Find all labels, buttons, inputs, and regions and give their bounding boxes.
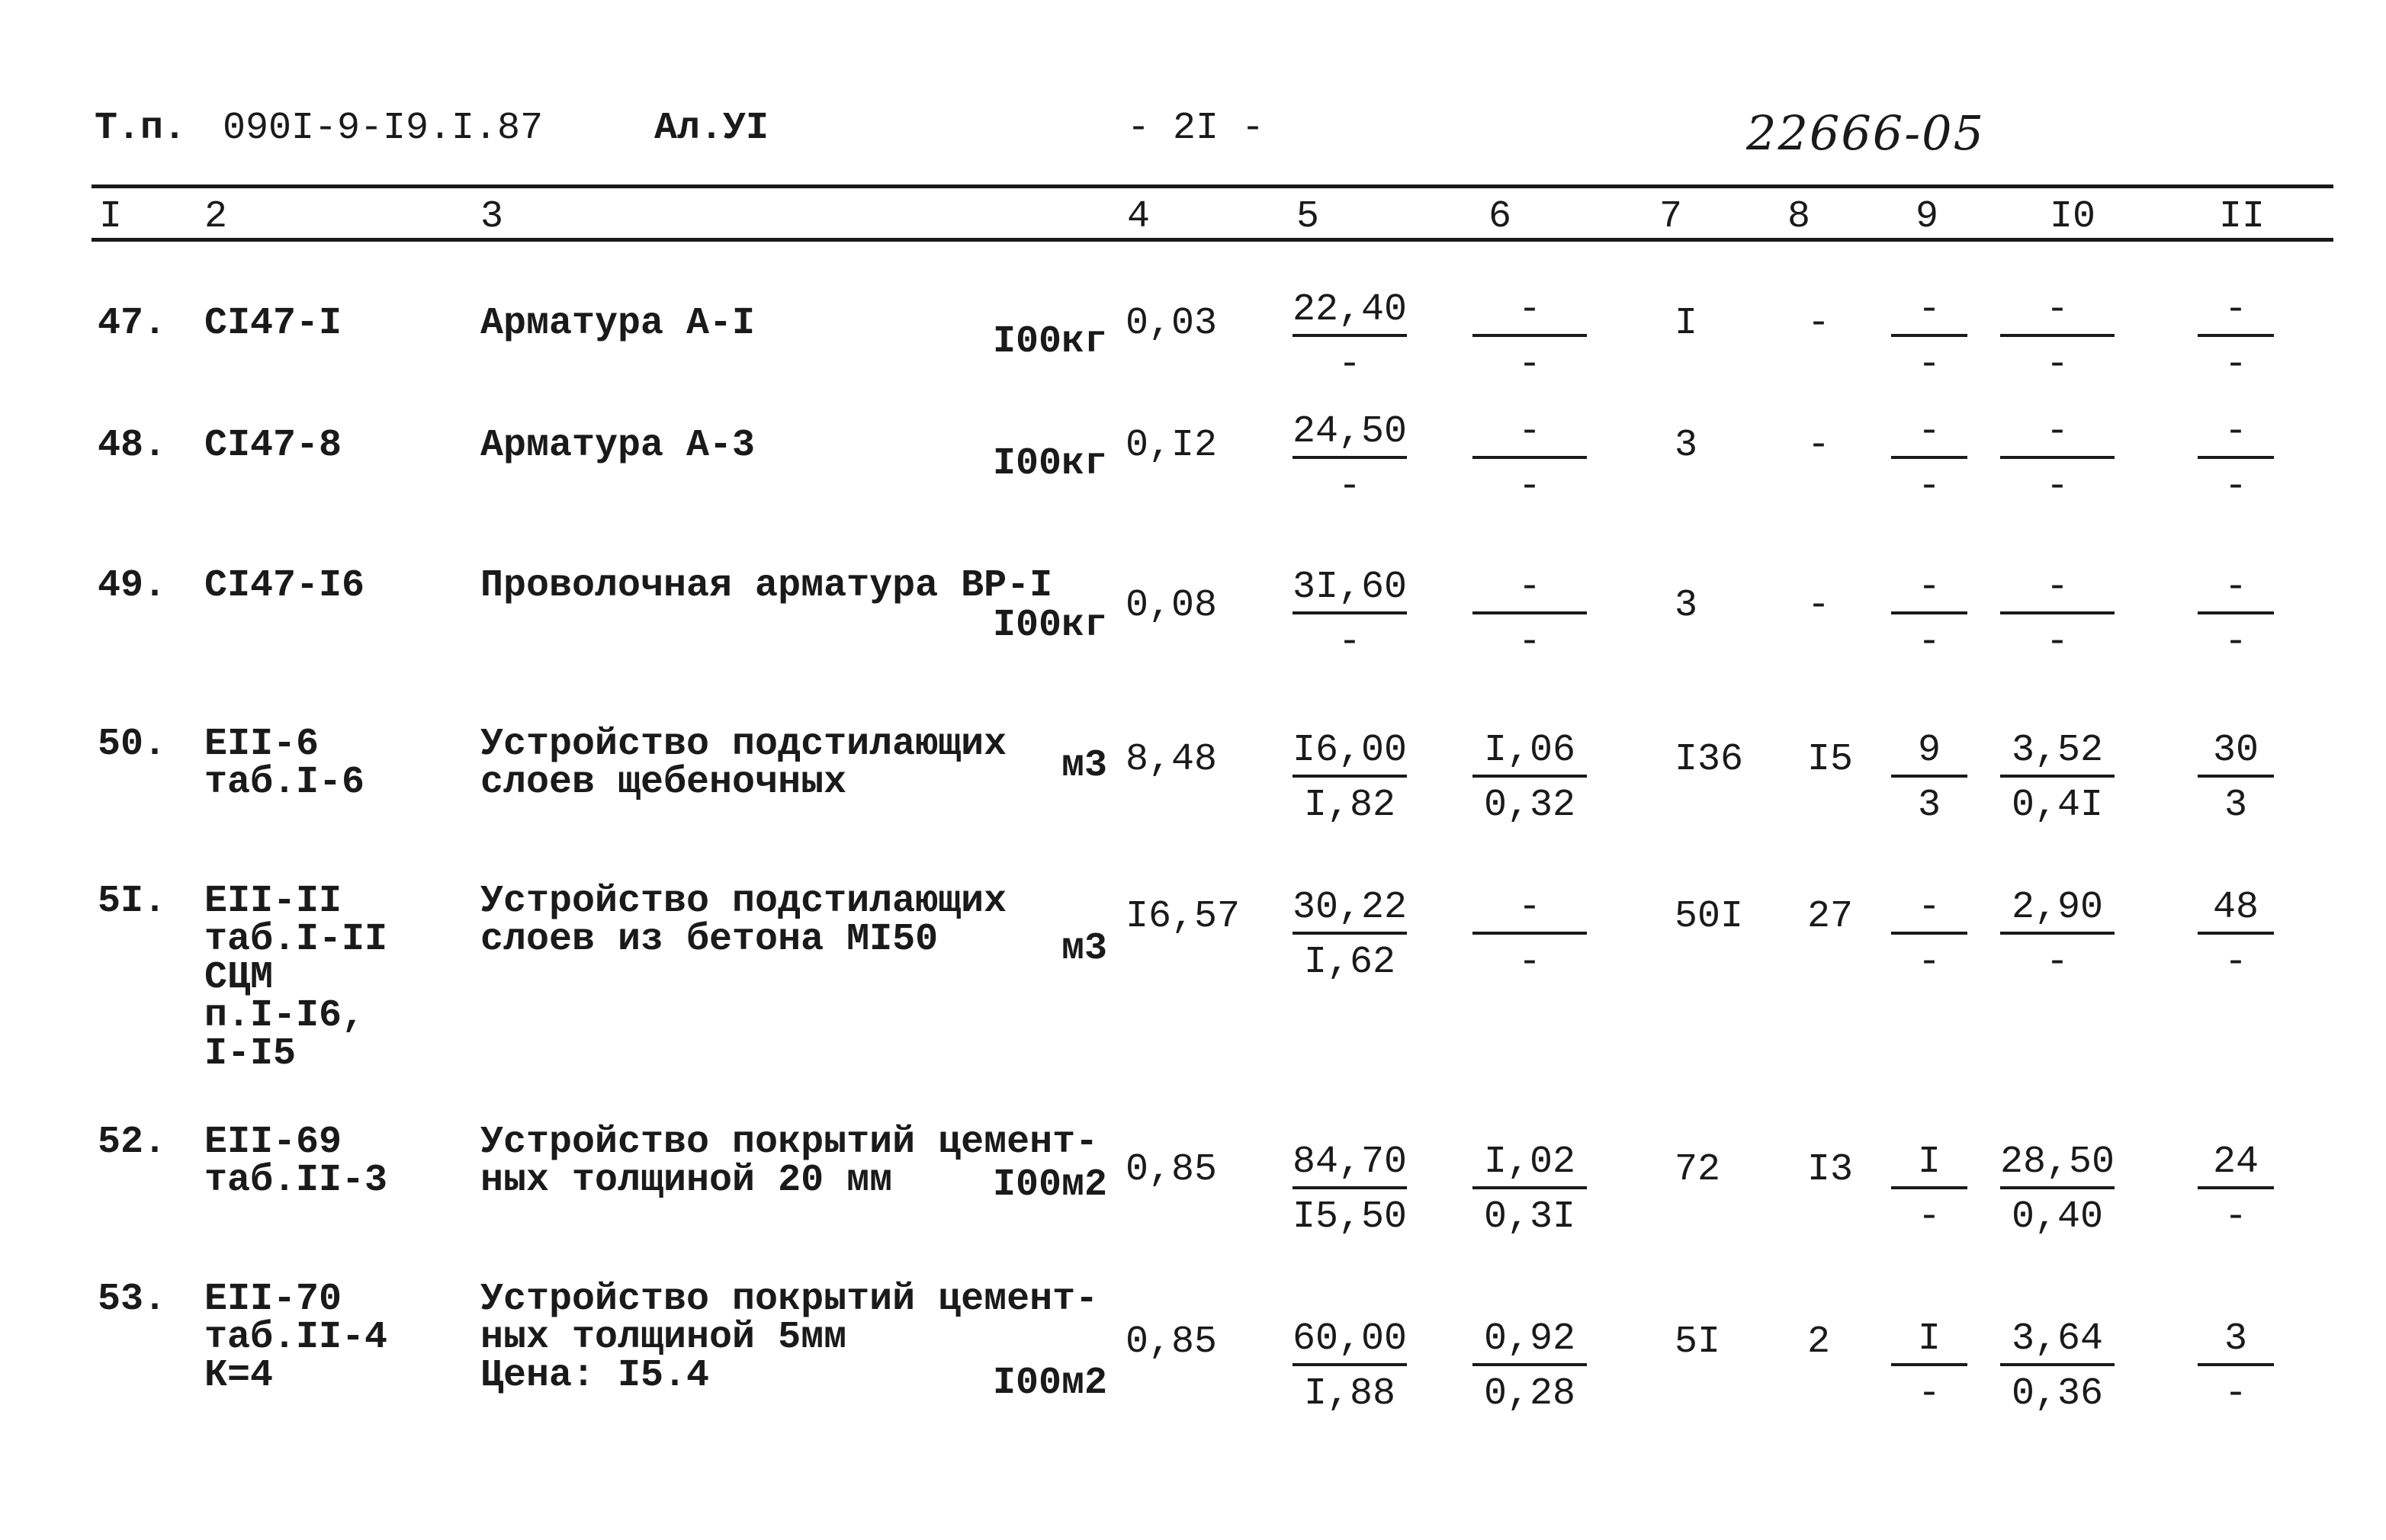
- fraction-col9: [1891, 566, 1967, 664]
- fraction-denominator: -: [1917, 343, 1941, 387]
- norm-reference: [204, 1121, 388, 1202]
- fraction-bar: [2000, 1363, 2115, 1366]
- fraction-numerator: 2,90: [2011, 886, 2104, 929]
- fraction-denominator: 0,32: [1483, 784, 1576, 827]
- fraction-denominator: 0,28: [1483, 1372, 1576, 1416]
- fraction-denominator: 0,36: [2011, 1372, 2104, 1416]
- fraction-denominator: I,82: [1303, 784, 1396, 827]
- work-description-line: Арматура А-3: [480, 424, 756, 467]
- column-number: 4: [1127, 195, 1151, 239]
- header-rule-top: [92, 184, 2333, 188]
- fraction-bar: [2198, 932, 2274, 935]
- fraction-numerator: 24: [2212, 1141, 2259, 1184]
- fraction-denominator: -: [1917, 621, 1941, 664]
- fraction-bar: [1293, 611, 1407, 614]
- work-description-line: Цена: I5.4: [480, 1354, 710, 1397]
- fraction-col10: [2000, 566, 2115, 664]
- row-number: 48.: [98, 424, 167, 467]
- fraction-denominator: -: [2045, 621, 2069, 664]
- fraction-numerator: 30: [2212, 729, 2259, 772]
- row-number: 49.: [98, 564, 167, 608]
- fraction-col10: [2000, 410, 2115, 509]
- fraction-bar: [1891, 1186, 1967, 1189]
- fraction-bar: [1891, 932, 1967, 935]
- fraction-cost-col5: [1293, 1141, 1408, 1239]
- norm-reference-line: CI47-I: [204, 302, 342, 345]
- page-number: - 2I -: [1127, 107, 1265, 150]
- header-rule-bottom: [92, 238, 2333, 242]
- row-number: 52.: [98, 1121, 167, 1164]
- fraction-bar: [2000, 775, 2115, 778]
- fraction-numerator: 3,64: [2011, 1317, 2104, 1361]
- fraction-denominator: I,88: [1303, 1372, 1396, 1416]
- tp-code: 090I-9-I9.I.87: [223, 107, 544, 150]
- work-description: [480, 302, 756, 345]
- fraction-bar: [1472, 611, 1587, 614]
- quantity: 0,03: [1126, 302, 1218, 345]
- value-col8: -: [1807, 424, 1831, 467]
- fraction-col9: [1891, 729, 1967, 827]
- document-number: 22666-05: [1746, 105, 1986, 161]
- quantity: 0,85: [1126, 1320, 1218, 1364]
- fraction-col6: [1472, 566, 1587, 664]
- norm-reference-line: таб.I-II: [204, 918, 388, 961]
- fraction-denominator: -: [1338, 621, 1361, 664]
- column-number: I: [99, 195, 123, 239]
- fraction-bar: [1293, 334, 1407, 337]
- fraction-col10: [2000, 729, 2115, 827]
- work-description-line: слоев щебеночных: [480, 761, 847, 804]
- quantity: 8,48: [1126, 738, 1218, 781]
- fraction-col6: [1472, 410, 1587, 509]
- quantity: 0,85: [1126, 1148, 1218, 1192]
- fraction-denominator: -: [1338, 465, 1361, 509]
- fraction-bar: [1293, 775, 1407, 778]
- fraction-numerator: -: [2224, 410, 2247, 454]
- fraction-col10: [2000, 288, 2115, 387]
- fraction-cost-col5: [1293, 566, 1408, 664]
- fraction-cost-col5: [1293, 729, 1408, 827]
- unit-of-measure: м3: [1061, 927, 1107, 971]
- unit-of-measure: м3: [1061, 744, 1107, 788]
- value-col7: 50I: [1675, 895, 1744, 938]
- norm-reference-line: EII-70: [204, 1278, 342, 1321]
- fraction-numerator: -: [1517, 566, 1541, 609]
- fraction-col6: [1472, 1317, 1587, 1416]
- fraction-col9: [1891, 410, 1967, 509]
- fraction-denominator: -: [1917, 465, 1941, 509]
- fraction-denominator: 0,40: [2011, 1195, 2104, 1239]
- fraction-bar: [2000, 611, 2115, 614]
- unit-of-measure: I00м2: [992, 1163, 1107, 1207]
- fraction-numerator: -: [2224, 566, 2247, 609]
- fraction-bar: [1891, 334, 1967, 337]
- row-number: 5I.: [98, 880, 167, 923]
- work-description: [480, 424, 756, 467]
- row-number: 50.: [98, 723, 167, 766]
- work-description-line: Проволочная арматура BP-I: [480, 564, 1053, 608]
- fraction-numerator: I6,00: [1293, 729, 1408, 772]
- fraction-bar: [1293, 1363, 1407, 1366]
- fraction-numerator: 9: [1917, 729, 1941, 772]
- fraction-denominator: -: [1517, 621, 1541, 664]
- fraction-numerator: -: [2045, 410, 2069, 454]
- value-col8: -: [1807, 584, 1831, 627]
- fraction-denominator: -: [2045, 465, 2069, 509]
- fraction-col11: [2198, 886, 2274, 984]
- fraction-numerator: -: [2045, 288, 2069, 332]
- fraction-denominator: I,62: [1303, 941, 1396, 984]
- fraction-numerator: 3: [2224, 1317, 2247, 1361]
- norm-reference: [204, 424, 342, 467]
- fraction-cost-col5: [1293, 886, 1408, 984]
- column-number: 3: [480, 195, 504, 239]
- fraction-denominator: -: [2045, 941, 2069, 984]
- fraction-numerator: -: [1917, 410, 1941, 454]
- fraction-bar: [2198, 456, 2274, 459]
- fraction-denominator: -: [1338, 343, 1361, 387]
- fraction-denominator: 0,3I: [1483, 1195, 1576, 1239]
- fraction-numerator: 3I,60: [1293, 566, 1408, 609]
- fraction-numerator: -: [2224, 288, 2247, 332]
- fraction-numerator: 28,50: [2000, 1141, 2115, 1184]
- fraction-numerator: -: [1517, 410, 1541, 454]
- fraction-numerator: -: [1517, 886, 1541, 929]
- fraction-numerator: 84,70: [1293, 1141, 1408, 1184]
- work-description-line: Устройство покрытий цемент-: [480, 1278, 1099, 1321]
- fraction-bar: [2000, 932, 2115, 935]
- work-description: [480, 564, 1053, 608]
- fraction-col6: [1472, 886, 1587, 984]
- work-description-line: ных толщиной 5мм: [480, 1316, 847, 1359]
- norm-reference-line: CI47-8: [204, 424, 342, 467]
- fraction-col9: [1891, 886, 1967, 984]
- fraction-bar: [2000, 334, 2115, 337]
- norm-reference-line: п.I-I6,: [204, 994, 365, 1038]
- fraction-denominator: 3: [1917, 784, 1941, 827]
- fraction-bar: [1891, 456, 1967, 459]
- work-description-line: ных толщиной 20 мм: [480, 1159, 893, 1202]
- value-col7: 3: [1675, 424, 1698, 467]
- value-col8: 27: [1807, 895, 1854, 938]
- fraction-bar: [1891, 1363, 1967, 1366]
- fraction-col11: [2198, 410, 2274, 509]
- album-label: Ал.УI: [654, 107, 769, 150]
- fraction-numerator: 22,40: [1293, 288, 1408, 332]
- unit-of-measure: I00кг: [992, 320, 1107, 364]
- column-number: 5: [1296, 195, 1320, 239]
- value-col7: I36: [1675, 738, 1744, 781]
- fraction-denominator: -: [2224, 621, 2247, 664]
- fraction-denominator: -: [1517, 343, 1541, 387]
- value-col7: 72: [1675, 1148, 1721, 1192]
- fraction-bar: [2198, 1363, 2274, 1366]
- fraction-denominator: -: [1517, 465, 1541, 509]
- fraction-numerator: 24,50: [1293, 410, 1408, 454]
- fraction-cost-col5: [1293, 410, 1408, 509]
- value-col8: I5: [1807, 738, 1854, 781]
- fraction-numerator: I,06: [1483, 729, 1576, 772]
- fraction-bar: [1891, 775, 1967, 778]
- norm-reference-line: таб.II-4: [204, 1316, 388, 1359]
- column-number: 9: [1916, 195, 1939, 239]
- fraction-col9: [1891, 1317, 1967, 1416]
- fraction-denominator: -: [1917, 1195, 1941, 1239]
- unit-of-measure: I00кг: [992, 442, 1107, 486]
- fraction-numerator: -: [1917, 886, 1941, 929]
- norm-reference-line: СЦМ: [204, 956, 274, 999]
- fraction-denominator: 0,4I: [2011, 784, 2104, 827]
- value-col8: -: [1807, 302, 1831, 345]
- norm-reference: [204, 1278, 388, 1397]
- fraction-col10: [2000, 1317, 2115, 1416]
- fraction-bar: [1293, 1186, 1407, 1189]
- fraction-col10: [2000, 1141, 2115, 1239]
- fraction-denominator: -: [2045, 343, 2069, 387]
- column-number: 8: [1787, 195, 1811, 239]
- tp-label: Т.п.: [95, 107, 187, 150]
- fraction-numerator: -: [1917, 288, 1941, 332]
- fraction-col11: [2198, 566, 2274, 664]
- fraction-numerator: 0,92: [1483, 1317, 1576, 1361]
- fraction-numerator: I: [1917, 1317, 1941, 1361]
- fraction-numerator: -: [1917, 566, 1941, 609]
- fraction-col9: [1891, 288, 1967, 387]
- work-description-line: Устройство подстилающих: [480, 880, 1007, 923]
- value-col8: 2: [1807, 1320, 1831, 1364]
- fraction-denominator: -: [2224, 941, 2247, 984]
- fraction-denominator: -: [2224, 465, 2247, 509]
- fraction-numerator: 48: [2212, 886, 2259, 929]
- work-description-line: Устройство покрытий цемент-: [480, 1121, 1099, 1164]
- row-number: 53.: [98, 1278, 167, 1321]
- norm-reference-line: I-I5: [204, 1032, 297, 1076]
- norm-reference-line: К=4: [204, 1354, 274, 1397]
- norm-reference: [204, 880, 388, 1076]
- norm-reference: [204, 302, 342, 345]
- fraction-numerator: I,02: [1483, 1141, 1576, 1184]
- fraction-denominator: -: [1917, 1372, 1941, 1416]
- quantity: 0,08: [1126, 584, 1218, 627]
- value-col7: 5I: [1675, 1320, 1721, 1364]
- norm-reference: [204, 564, 365, 608]
- value-col7: I: [1675, 302, 1698, 345]
- norm-reference-line: EII-6: [204, 723, 320, 766]
- fraction-numerator: I: [1917, 1141, 1941, 1184]
- value-col8: I3: [1807, 1148, 1854, 1192]
- quantity: I6,57: [1126, 895, 1241, 938]
- fraction-col11: [2198, 1317, 2274, 1416]
- value-col7: 3: [1675, 584, 1698, 627]
- fraction-bar: [2198, 611, 2274, 614]
- fraction-col11: [2198, 729, 2274, 827]
- fraction-denominator: -: [2224, 343, 2247, 387]
- norm-reference-line: EII-II: [204, 880, 342, 923]
- fraction-cost-col5: [1293, 1317, 1408, 1416]
- fraction-bar: [1472, 334, 1587, 337]
- fraction-denominator: 3: [2224, 784, 2247, 827]
- unit-of-measure: I00кг: [992, 604, 1107, 647]
- norm-reference-line: EII-69: [204, 1121, 342, 1164]
- fraction-bar: [2198, 775, 2274, 778]
- fraction-col11: [2198, 1141, 2274, 1239]
- column-number: II: [2219, 195, 2266, 239]
- fraction-denominator: -: [1517, 941, 1541, 984]
- fraction-bar: [2198, 334, 2274, 337]
- norm-reference-line: таб.II-3: [204, 1159, 388, 1202]
- fraction-col6: [1472, 1141, 1587, 1239]
- fraction-bar: [2198, 1186, 2274, 1189]
- fraction-numerator: 60,00: [1293, 1317, 1408, 1361]
- fraction-bar: [1472, 1186, 1587, 1189]
- fraction-col11: [2198, 288, 2274, 387]
- fraction-col6: [1472, 729, 1587, 827]
- fraction-numerator: 30,22: [1293, 886, 1408, 929]
- fraction-numerator: 3,52: [2011, 729, 2104, 772]
- fraction-denominator: -: [2224, 1372, 2247, 1416]
- work-description: [480, 723, 1007, 804]
- fraction-bar: [1472, 775, 1587, 778]
- fraction-denominator: -: [2224, 1195, 2247, 1239]
- fraction-bar: [1891, 611, 1967, 614]
- column-number: I0: [2050, 195, 2096, 239]
- fraction-bar: [1472, 1363, 1587, 1366]
- work-description-line: Арматура А-I: [480, 302, 756, 345]
- fraction-bar: [1293, 456, 1407, 459]
- fraction-col9: [1891, 1141, 1967, 1239]
- fraction-cost-col5: [1293, 288, 1408, 387]
- column-number: 7: [1659, 195, 1683, 239]
- fraction-bar: [2000, 1186, 2115, 1189]
- fraction-col6: [1472, 288, 1587, 387]
- fraction-col10: [2000, 886, 2115, 984]
- fraction-bar: [1472, 456, 1587, 459]
- norm-reference-line: таб.I-6: [204, 761, 365, 804]
- work-description-line: слоев из бетона MI50: [480, 918, 939, 961]
- norm-reference-line: CI47-I6: [204, 564, 365, 608]
- quantity: 0,I2: [1126, 424, 1218, 467]
- fraction-numerator: -: [2045, 566, 2069, 609]
- fraction-denominator: I5,50: [1293, 1195, 1408, 1239]
- row-number: 47.: [98, 302, 167, 345]
- work-description: [480, 880, 1007, 961]
- work-description-line: Устройство подстилающих: [480, 723, 1007, 766]
- fraction-denominator: -: [1917, 941, 1941, 984]
- unit-of-measure: I00м2: [992, 1362, 1107, 1405]
- fraction-bar: [1472, 932, 1587, 935]
- fraction-bar: [1293, 932, 1407, 935]
- column-number: 6: [1488, 195, 1512, 239]
- fraction-bar: [2000, 456, 2115, 459]
- column-number: 2: [204, 195, 228, 239]
- fraction-numerator: -: [1517, 288, 1541, 332]
- norm-reference: [204, 723, 365, 804]
